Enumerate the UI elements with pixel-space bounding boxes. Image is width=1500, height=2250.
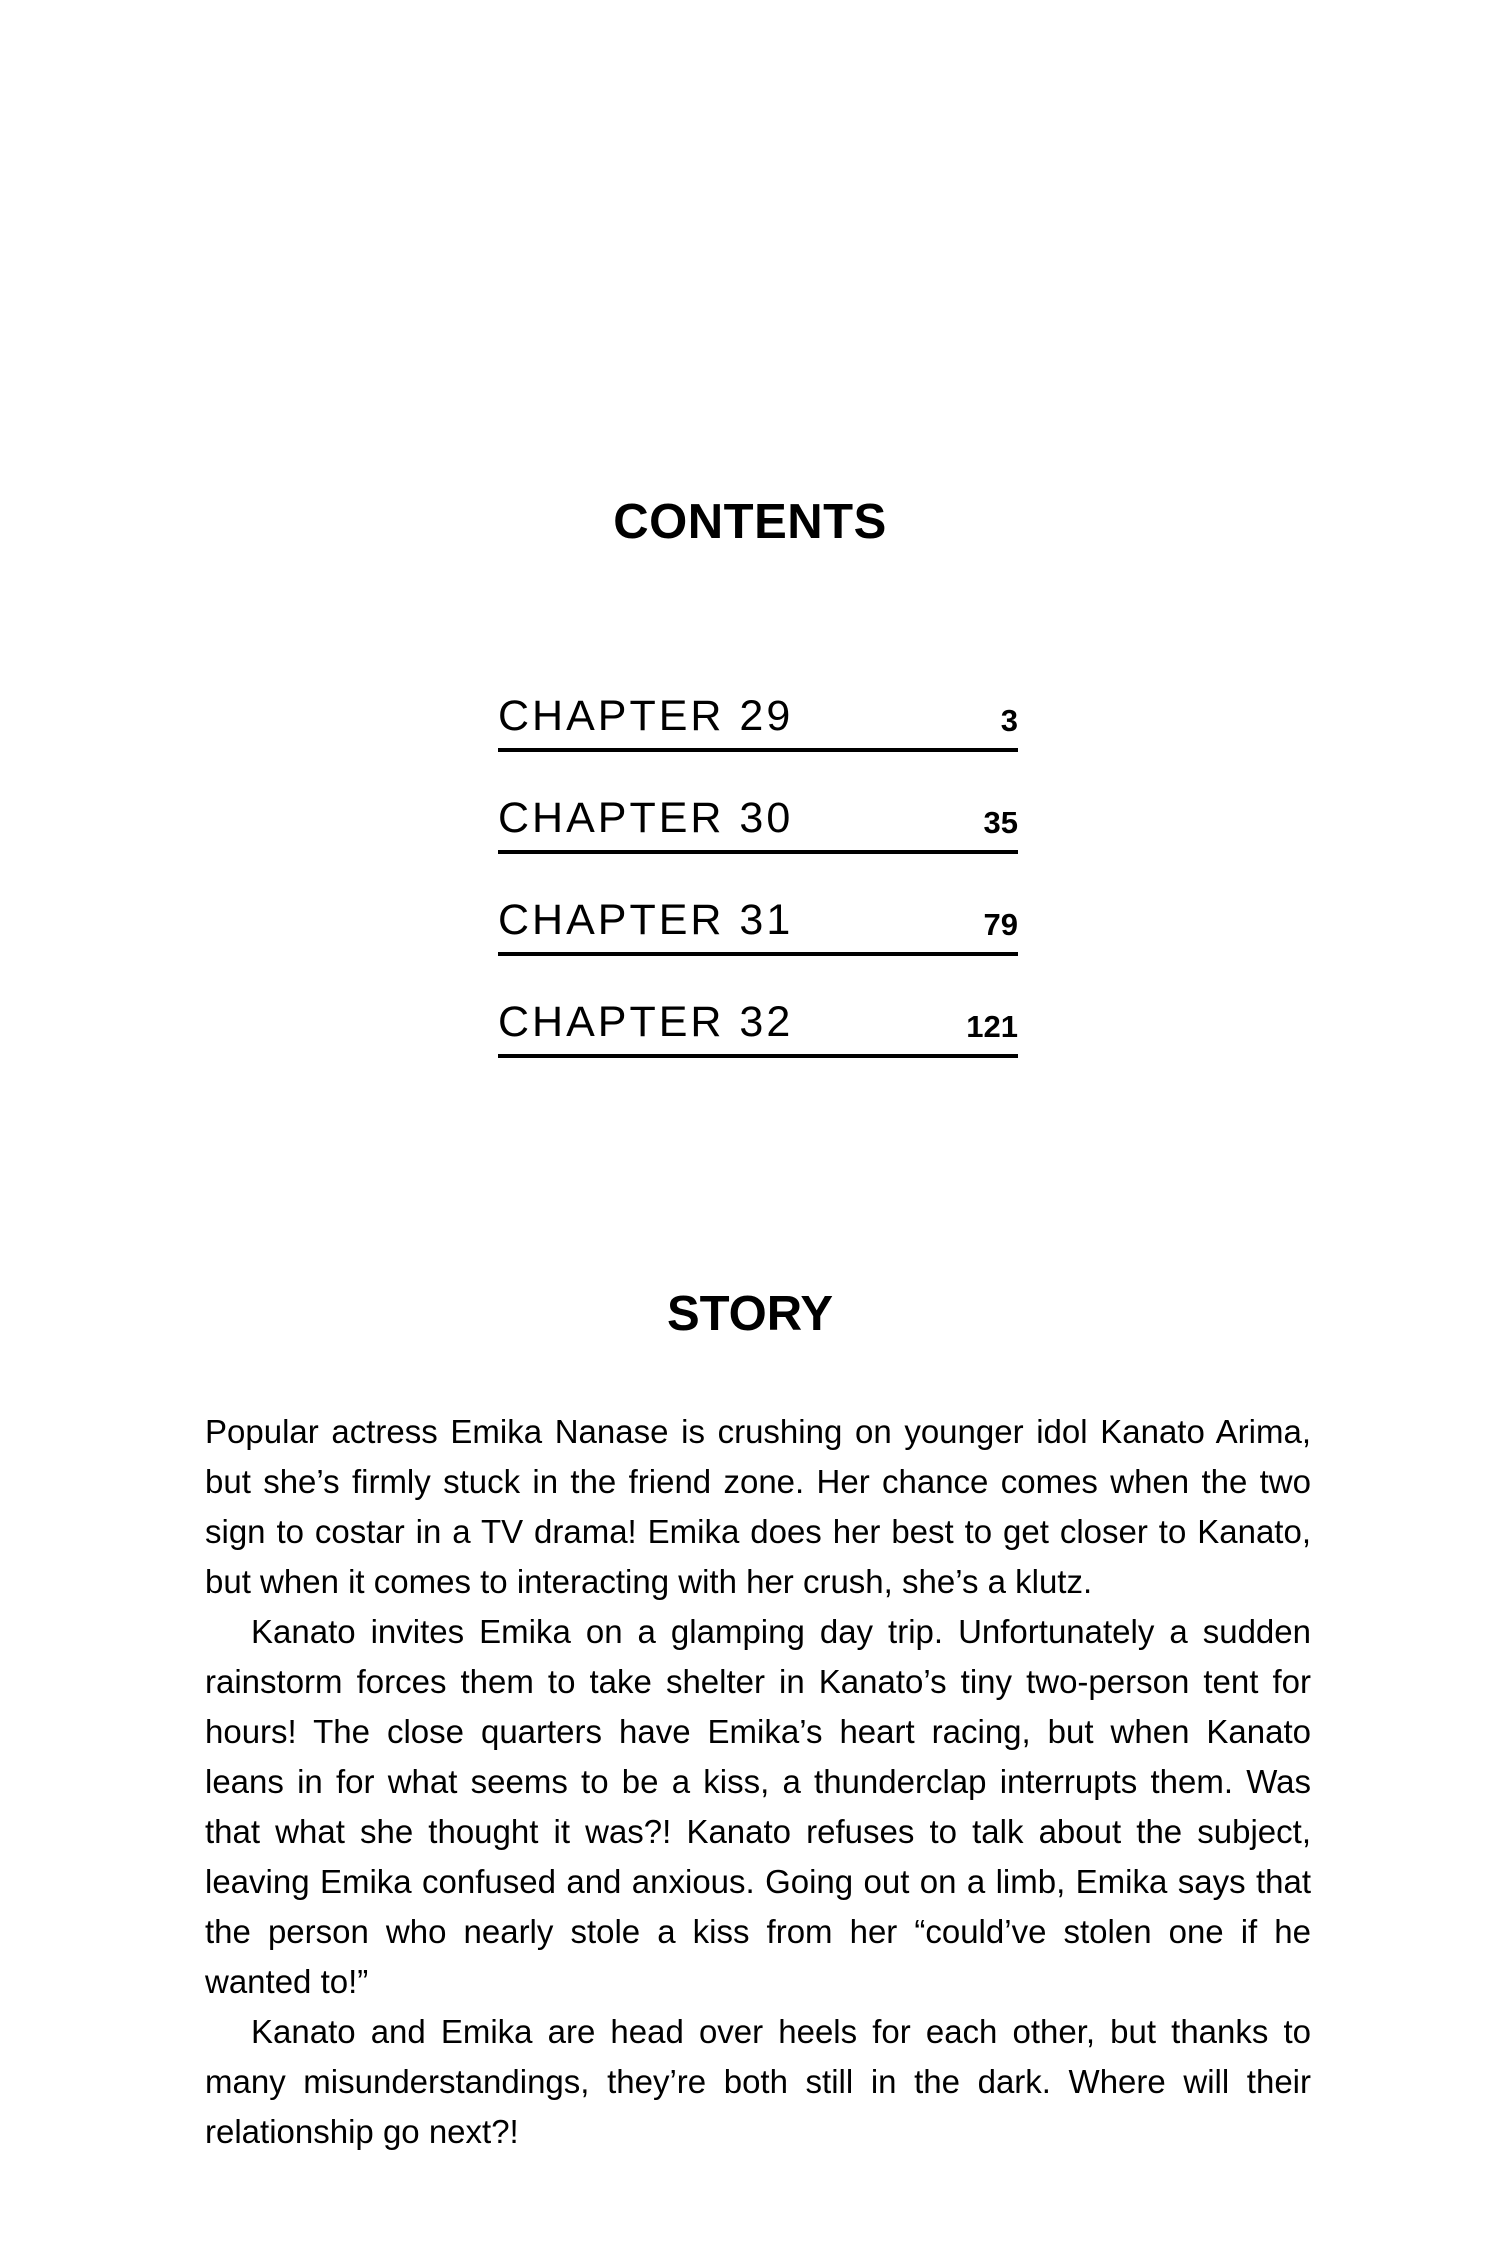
story-paragraph: Kanato and Emika are head over heels for each other, but thanks to many misunderstandings, they’re both still in the dark. Where will their relationship go next?! [205, 2013, 1311, 2150]
toc-chapter-label: CHAPTER 30 [498, 794, 794, 842]
toc-chapter-label: CHAPTER 32 [498, 998, 794, 1046]
toc-chapter-label: CHAPTER 29 [498, 692, 794, 740]
table-of-contents [498, 690, 1018, 1098]
toc-page-number: 79 [983, 907, 1018, 942]
toc-page-number: 3 [1000, 703, 1018, 738]
toc-entry-chapter-30[interactable] [498, 792, 1018, 854]
story-summary [205, 1407, 1311, 2157]
toc-entry-chapter-32[interactable] [498, 996, 1018, 1058]
contents-heading: CONTENTS [613, 495, 887, 549]
toc-entry-chapter-31[interactable] [498, 894, 1018, 956]
toc-page-number: 35 [983, 805, 1018, 840]
story-heading: STORY [666, 1287, 834, 1341]
story-paragraph: Kanato invites Emika on a glamping day trip. Unfortunately a sudden rainstorm forces them to take shelter in Kanato’s tiny two-person tent for hours! The close quarters have Emika’s heart racing, but when Kanato leans in for what seems to be a kiss, a thunderclap interrupts them. Was that what she thought it was?! Kanato refuses to talk about the subject, leaving Emika confused and anxious. Going out on a limb, Emika says that the person who nearly stole a kiss from her “could’ve stolen one if he wanted to!” [205, 1613, 1311, 2000]
toc-entry-chapter-29[interactable] [498, 690, 1018, 752]
story-paragraph: Popular actress Emika Nanase is crushing on younger idol Kanato Arima, but she’s firmly stuck in the friend zone. Her chance comes when the two sign to costar in a TV drama! Emika does her best to get closer to Kanato, but when it comes to interacting with her crush, she’s a klutz. [205, 1413, 1311, 1600]
toc-chapter-label: CHAPTER 31 [498, 896, 794, 944]
toc-page-number: 121 [966, 1009, 1018, 1044]
